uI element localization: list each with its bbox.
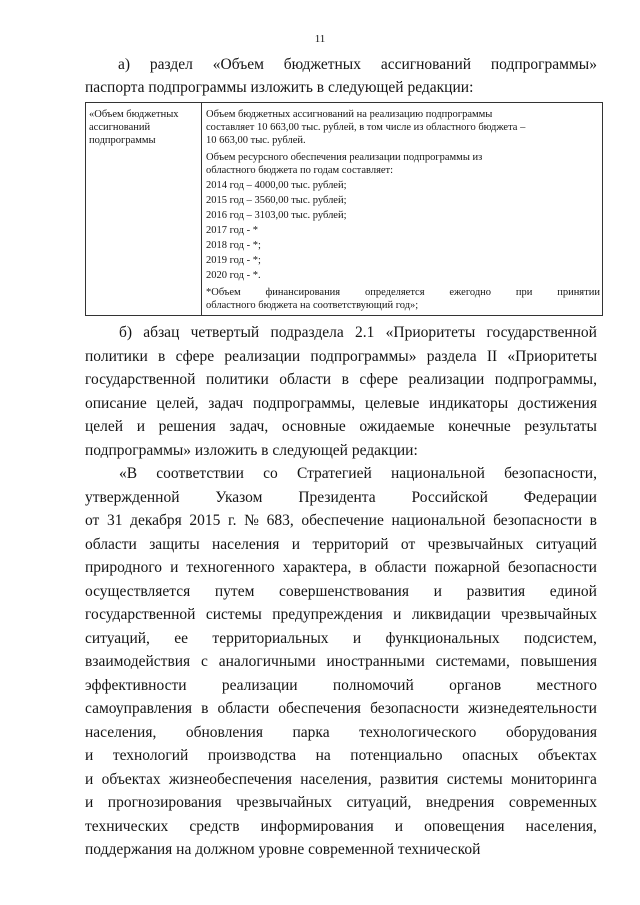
word: декабря — [130, 512, 182, 529]
word: безопасности — [507, 559, 597, 576]
word: и — [136, 418, 145, 436]
word: от — [400, 535, 416, 553]
table-year: 2014 год – 4000,00 тыс. рублей; — [206, 180, 347, 191]
note-word: финансирования — [265, 287, 341, 298]
word: развития — [466, 582, 526, 600]
word: подсистем, — [524, 629, 597, 647]
word: объектах — [101, 770, 161, 788]
word: г. — [228, 512, 237, 529]
word: Указом — [215, 488, 263, 506]
table-text: Объем бюджетных ассигнований на реализацию подпрограммы — [206, 109, 493, 120]
word: полномочий — [332, 676, 414, 694]
quote-line — [85, 582, 597, 602]
word: области — [374, 559, 427, 576]
quote-line — [119, 464, 597, 484]
word: технологий — [112, 747, 189, 764]
word: территорий — [312, 535, 389, 553]
word: в — [158, 347, 166, 365]
quote-line — [85, 488, 597, 508]
word: с — [201, 653, 208, 670]
word: и — [433, 582, 442, 600]
word: подпрограммы, — [494, 371, 597, 389]
word: природного — [85, 559, 163, 576]
word: и — [291, 535, 301, 553]
word: осуществляется — [85, 582, 191, 600]
word: техногенного — [186, 559, 275, 576]
table-year: 2015 год – 3560,00 тыс. рублей; — [206, 195, 347, 206]
table-text: составляет 10 663,00 тыс. рублей, в том числе из областного бюджета – — [206, 122, 526, 133]
note-word: ежегодно — [449, 287, 492, 298]
word: политики — [85, 347, 148, 365]
word: области — [217, 700, 270, 717]
word: подпрограммы» — [490, 56, 597, 73]
word: объектах — [537, 747, 597, 764]
word: средств — [189, 817, 240, 835]
word: местного — [536, 676, 597, 694]
word: эффективности — [85, 676, 187, 694]
table-right-cell — [206, 108, 600, 312]
word: целей — [85, 418, 124, 436]
item-b-line — [85, 370, 597, 390]
word: «Приоритеты — [385, 324, 476, 341]
word: а) — [118, 56, 131, 73]
word: Президента — [298, 488, 376, 506]
word: повышения — [520, 653, 597, 670]
word: четвертый — [190, 324, 260, 341]
word: реализации — [408, 371, 485, 389]
budget-table — [85, 102, 603, 316]
word: обеспечения — [278, 700, 362, 717]
word: органов — [449, 676, 502, 694]
word: безопасности, — [504, 465, 597, 482]
word: раздела — [426, 347, 477, 365]
word: населения, — [300, 770, 372, 788]
word: описание — [85, 394, 147, 412]
word: ситуаций — [535, 535, 597, 553]
word: «Приоритеты — [507, 347, 597, 365]
quote-line — [85, 723, 597, 743]
word: 2015 — [189, 512, 221, 529]
table-note-line-2: областного бюджета на соответствующий год»; — [206, 300, 419, 311]
word: национальной — [390, 465, 485, 482]
quote-line — [85, 558, 597, 578]
word: населения — [211, 535, 280, 553]
word: развития — [379, 770, 439, 788]
word: и — [85, 747, 94, 764]
item-b-line — [85, 394, 597, 414]
word: в — [589, 512, 597, 529]
word: территориальных — [212, 629, 329, 647]
word: бюджетных — [283, 56, 361, 73]
word: путем — [214, 582, 255, 600]
word: современных — [508, 794, 597, 811]
word: б) — [119, 324, 133, 341]
word: № — [244, 512, 259, 529]
word: обеспечение — [301, 512, 384, 529]
word: безопасности — [370, 700, 460, 717]
quote-line: поддержания на должном уровне современной технической — [85, 841, 481, 858]
page-number: 11 — [314, 33, 326, 45]
quote-line — [85, 676, 597, 696]
table-year: 2020 год - *. — [206, 270, 261, 281]
item-b-line: подпрограммы» изложить в следующей редакции: — [85, 442, 418, 459]
word: конечные — [448, 418, 511, 436]
word: государственной — [85, 606, 196, 623]
word: «Объем — [212, 56, 264, 73]
item-b-line — [85, 347, 597, 367]
word: подпрограммы» — [310, 347, 417, 365]
word: «В — [119, 465, 138, 482]
quote-line — [85, 746, 597, 766]
word: системы — [446, 770, 503, 788]
word: области — [85, 535, 137, 553]
note-word: определяется — [364, 287, 425, 298]
word: на — [315, 747, 331, 764]
word: жизнеобеспечения — [168, 770, 292, 788]
word: безопасности — [493, 512, 583, 529]
table-year: 2016 год – 3103,00 тыс. рублей; — [206, 210, 347, 221]
word: со — [263, 465, 278, 482]
word: населения, — [85, 723, 157, 741]
word: парка — [292, 723, 330, 741]
word: в — [201, 700, 209, 717]
word: самоуправления — [85, 700, 193, 717]
item-a-line-1 — [118, 55, 597, 75]
word: технических — [85, 817, 169, 835]
word: характера, — [282, 559, 352, 576]
word: национальной — [391, 512, 486, 529]
word: в — [359, 559, 367, 576]
word: целевые — [364, 394, 420, 412]
word: ситуаций, — [85, 629, 150, 647]
word: решения — [158, 418, 216, 436]
word: чрезвычайных — [236, 794, 332, 811]
word: политики — [205, 371, 269, 389]
quote-line — [85, 699, 597, 719]
word: чрезвычайных — [501, 606, 597, 623]
word: сфере — [175, 347, 215, 365]
word: подпрограммы, — [252, 394, 356, 412]
word: единой — [549, 582, 597, 600]
word: взаимодействия — [85, 653, 191, 670]
word: задач, — [229, 418, 269, 436]
quote-line — [85, 793, 597, 813]
word: государственной — [85, 371, 196, 389]
word: ситуаций, — [346, 794, 412, 811]
quote-line — [85, 511, 597, 531]
table-text: областного бюджета по годам составляет: — [206, 165, 394, 176]
word: прогнозирования — [107, 794, 222, 811]
word: защиты — [149, 535, 200, 553]
note-word: *Объем — [206, 287, 241, 298]
word: производства — [207, 747, 297, 764]
table-left-cell: «Объем бюджетных ассигнований подпрограммы — [89, 109, 179, 146]
word: населения, — [525, 817, 597, 835]
word: функциональных — [385, 629, 500, 647]
word: опасных — [462, 747, 519, 764]
word: ожидаемые — [359, 418, 435, 436]
quote-line — [85, 535, 597, 555]
word: подраздела — [270, 324, 344, 341]
word: 2.1 — [355, 324, 375, 341]
table-year: 2019 год - *; — [206, 255, 261, 266]
word: области — [279, 371, 332, 389]
word: достижения — [517, 394, 597, 412]
word: Федерации — [523, 488, 597, 506]
word: Стратегией — [296, 465, 372, 482]
item-b-line — [85, 417, 597, 437]
word: оборудования — [505, 723, 597, 741]
word: мониторинга — [510, 770, 597, 788]
table-year: 2017 год - * — [206, 225, 258, 236]
word: от — [85, 512, 100, 529]
word: пожарной — [434, 559, 500, 576]
word: информирования — [260, 817, 374, 835]
word: чрезвычайных — [427, 535, 524, 553]
quote-line — [85, 817, 597, 837]
table-divider — [201, 103, 202, 315]
word: утвержденной — [85, 488, 180, 506]
quote-line — [85, 770, 597, 790]
word: сфере — [359, 371, 399, 389]
word: и — [85, 770, 94, 788]
quote-line — [85, 605, 597, 625]
word: реализации — [221, 676, 298, 694]
table-text: Объем ресурсного обеспечения реализации подпрограммы из — [206, 152, 483, 163]
word: аналогичными — [218, 653, 316, 670]
word: II — [486, 347, 498, 365]
word: государственной — [486, 324, 597, 341]
note-word: принятии — [557, 287, 600, 298]
word: абзац — [143, 324, 180, 341]
table-text: 10 663,00 тыс. рублей. — [206, 135, 306, 146]
word: и — [352, 629, 362, 647]
word: в — [341, 371, 349, 389]
word: результаты — [524, 418, 597, 436]
word: реализации — [224, 347, 301, 365]
quote-line — [85, 629, 597, 649]
word: потенциально — [350, 747, 443, 764]
item-a-line-2: паспорта подпрограммы изложить в следующей редакции: — [85, 79, 474, 96]
word: индикаторы — [429, 394, 509, 412]
word: 31 — [106, 512, 123, 529]
word: ассигнований — [380, 56, 472, 73]
word: и — [394, 817, 404, 835]
word: ликвидации — [411, 606, 491, 623]
word: задач — [208, 394, 244, 412]
word: системами, — [435, 653, 510, 670]
table-year: 2018 год - *; — [206, 240, 261, 251]
quote-line — [85, 652, 597, 672]
word: 683, — [266, 512, 294, 529]
word: совершенствования — [279, 582, 409, 600]
word: и — [393, 606, 402, 623]
word: Российской — [411, 488, 488, 506]
note-word: при — [515, 287, 533, 298]
table-note-line-1 — [206, 286, 600, 299]
word: иностранными — [326, 653, 425, 670]
word: раздел — [149, 56, 193, 73]
word: оповещения — [424, 817, 505, 835]
word: основные — [281, 418, 346, 436]
word: технологического — [359, 723, 477, 741]
word: ее — [174, 629, 189, 647]
word: и — [170, 559, 179, 576]
word: внедрения — [425, 794, 495, 811]
word: целей, — [156, 394, 199, 412]
word: обновления — [185, 723, 263, 741]
word: жизнедеятельности — [468, 700, 597, 717]
word: соответствии — [156, 465, 244, 482]
word: и — [85, 794, 94, 811]
word: системы — [205, 606, 262, 623]
word: предупреждения — [272, 606, 383, 623]
item-b-line — [119, 323, 597, 343]
